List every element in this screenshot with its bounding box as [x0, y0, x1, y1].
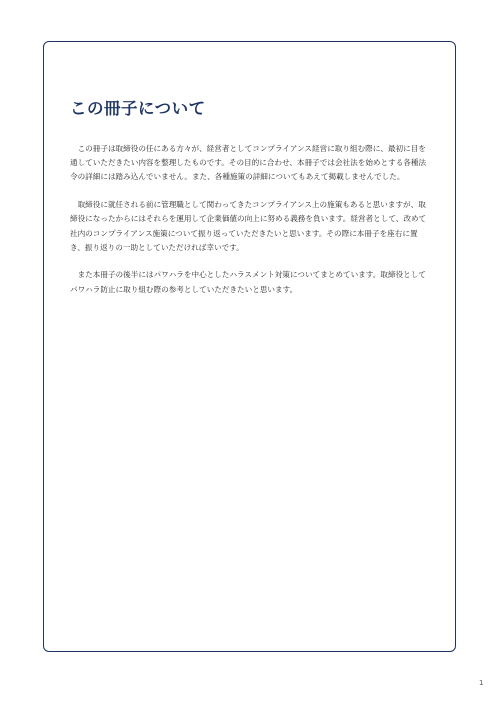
paragraph-harassment: また本冊子の後半にはパワハラを中心としたハラスメント対策についてまとめています。取締役としてパワハラ防止に取り組む際の参考としていただきたいと思います。	[70, 270, 426, 294]
page-number: 1	[479, 679, 484, 687]
page-title: この冊子について	[70, 99, 206, 118]
paragraph-intro: この冊子は取締役の任にある方々が、経営者としてコンプライアンス経営に取り組む際に、最初に目を通していただきたい内容を整理したものです。その目的に合わせ、本冊子では会社法を始めとする各種法令の詳細には踏み込んでいません。また、各種施策の詳細についてもあえて掲載しませんでした。	[70, 144, 427, 182]
paragraph-role: 取締役に就任される前に管理職として関わってきたコンプライアンス上の施策もあると思いますが、取締役になったからにはそれらを運用して企業価値の向上に努める義務を負います。経営者として、改めて社内のコンプライアンス施策について振り返っていただきたいと思います。その際に本冊子を座右に置き、振り返りの一助としていただければ幸いです。	[70, 200, 427, 252]
body-text	[70, 142, 432, 310]
page-frame	[43, 41, 456, 652]
